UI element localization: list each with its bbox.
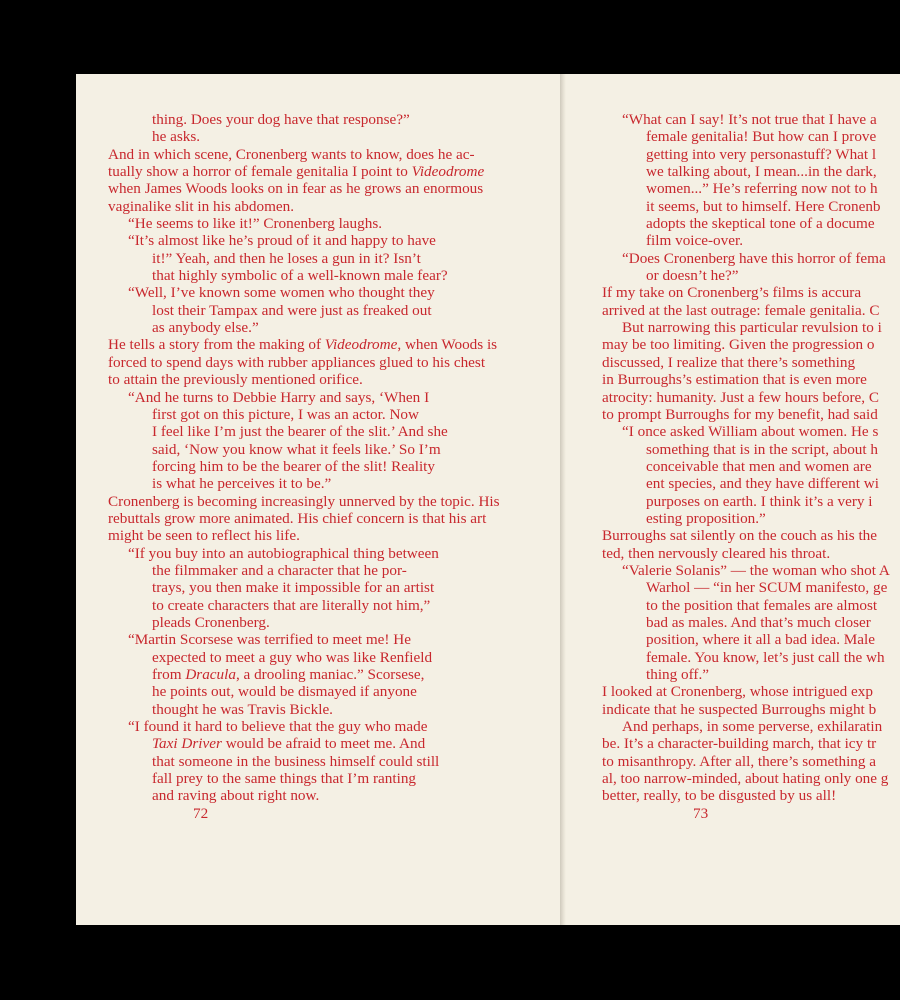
text-line: we talking about, I mean...in the dark, bbox=[646, 163, 877, 181]
text-line: and raving about right now. bbox=[152, 787, 320, 805]
text-line: esting proposition.” bbox=[646, 509, 766, 527]
text-line: “And he turns to Debbie Harry and says, ‘When I bbox=[128, 388, 430, 406]
text-line: better, really, to be disgusted by us all! bbox=[602, 787, 837, 805]
text-line: as anybody else.” bbox=[152, 319, 259, 337]
text-line: to create characters that are literally not him,” bbox=[152, 596, 431, 614]
text-line: it!” Yeah, and then he loses a gun in it? Isn’t bbox=[152, 249, 421, 267]
left-page-body-text bbox=[108, 111, 525, 805]
text-line: female genitalia! But how can I prove bbox=[646, 128, 877, 146]
text-line: said, ‘Now you know what it feels like.’ So I’m bbox=[152, 440, 441, 458]
text-line: women...” He’s referring now not to h bbox=[646, 180, 878, 198]
text-line: I looked at Cronenberg, whose intrigued exp bbox=[602, 683, 873, 701]
text-line: that highly symbolic of a well-known male fear? bbox=[152, 267, 448, 285]
text-line: forced to spend days with rubber appliances glued to his chest bbox=[108, 353, 486, 371]
text-line: from Dracula, a drooling maniac.” Scorsese, bbox=[152, 666, 425, 683]
right-page-body-text bbox=[602, 111, 900, 805]
text-line: is what he perceives it to be.” bbox=[152, 475, 332, 493]
text-line: Warhol — “in her SCUM manifesto, ge bbox=[646, 579, 888, 597]
text-line: Taxi Driver would be afraid to meet me. And bbox=[152, 735, 426, 753]
text-line: discussed, I realize that there’s something bbox=[602, 353, 856, 371]
text-line: atrocity: humanity. Just a few hours before, C bbox=[602, 388, 879, 406]
text-line: “Martin Scorsese was terrified to meet me! He bbox=[128, 631, 411, 649]
text-line: be. It’s a character-building march, that icy tr bbox=[602, 735, 877, 753]
text-line: vaginalike slit in his abdomen. bbox=[108, 197, 295, 215]
text-line: bad as males. And that’s much closer bbox=[646, 613, 871, 631]
text-line: may be too limiting. Given the progression o bbox=[602, 336, 875, 354]
left-page-number: 72 bbox=[193, 805, 209, 822]
text-line: thought he was Travis Bickle. bbox=[152, 700, 333, 718]
text-line: it seems, but to himself. Here Cronenb bbox=[646, 197, 881, 215]
text-line: to attain the previously mentioned orifice. bbox=[108, 371, 363, 389]
text-line: film voice-over. bbox=[646, 232, 743, 250]
text-line: ent species, and they have different wi bbox=[646, 475, 879, 493]
text-line: I feel like I’m just the bearer of the slit.’ And she bbox=[152, 423, 448, 441]
text-line: He tells a story from the making of Videodrome, when Woods is bbox=[108, 336, 498, 354]
text-line: “Well, I’ve known some women who thought they bbox=[128, 284, 435, 302]
text-line: ted, then nervously cleared his throat. bbox=[602, 544, 831, 562]
text-line: might be seen to reflect his life. bbox=[108, 527, 300, 545]
text-line: pleads Cronenberg. bbox=[152, 613, 270, 631]
text-line: Cronenberg is becoming increasingly unnerved by the topic. His bbox=[108, 492, 500, 510]
text-line: lost their Tampax and were just as freaked out bbox=[152, 301, 432, 319]
text-line: And perhaps, in some perverse, exhilaratin bbox=[622, 718, 883, 736]
text-line: fall prey to the same things that I’m ranting bbox=[152, 770, 417, 788]
text-line: And in which scene, Cronenberg wants to know, does he ac- bbox=[108, 145, 475, 163]
left-page bbox=[76, 74, 560, 925]
text-line: position, where it all a bad idea. Male bbox=[646, 631, 876, 649]
text-line: If my take on Cronenberg’s films is accura bbox=[602, 284, 862, 302]
text-line: adopts the skeptical tone of a docume bbox=[646, 215, 875, 233]
text-line: arrived at the last outrage: female genitalia. C bbox=[602, 301, 880, 319]
text-line: female. You know, let’s just call the wh bbox=[646, 648, 885, 666]
text-line: “He seems to like it!” Cronenberg laughs. bbox=[128, 215, 383, 233]
text-line: indicate that he suspected Burroughs might b bbox=[602, 700, 877, 718]
text-line: in Burroughs’s estimation that is even more bbox=[602, 371, 867, 389]
text-line: or doesn’t he?” bbox=[646, 267, 739, 285]
text-line: “It’s almost like he’s proud of it and happy to have bbox=[128, 232, 436, 250]
right-page-number: 73 bbox=[693, 805, 709, 822]
text-line: But narrowing this particular revulsion to i bbox=[622, 319, 882, 337]
text-line: “If you buy into an autobiographical thing between bbox=[128, 544, 439, 562]
text-line: thing. Does your dog have that response?” bbox=[152, 111, 410, 128]
text-line: the filmmaker and a character that he por- bbox=[152, 561, 407, 579]
text-line: that someone in the business himself could still bbox=[152, 752, 440, 770]
text-line: “What can I say! It’s not true that I have a bbox=[622, 111, 877, 128]
text-line: “I found it hard to believe that the guy who made bbox=[128, 718, 428, 736]
text-line: tually show a horror of female genitalia I point to Videodrome bbox=[108, 163, 485, 181]
text-line: thing off.” bbox=[646, 666, 709, 683]
text-line: “Valerie Solanis” — the woman who shot A bbox=[622, 561, 890, 579]
text-line: when James Woods looks on in fear as he grows an enormous bbox=[108, 180, 484, 198]
text-line: first got on this picture, I was an actor. Now bbox=[152, 405, 419, 423]
text-line: Burroughs sat silently on the couch as his the bbox=[602, 527, 878, 545]
text-line: forcing him to be the bearer of the slit! Reality bbox=[152, 457, 435, 475]
text-line: he asks. bbox=[152, 128, 201, 146]
text-line: “Does Cronenberg have this horror of fema bbox=[622, 249, 886, 267]
text-line: to prompt Burroughs for my benefit, had said bbox=[602, 405, 878, 423]
text-line: he points out, would be dismayed if anyone bbox=[152, 683, 417, 701]
text-line: al, too narrow-minded, about hating only one g bbox=[602, 770, 889, 788]
text-line: purposes on earth. I think it’s a very i bbox=[646, 492, 873, 510]
text-line: to the position that females are almost bbox=[646, 596, 878, 614]
text-line: conceivable that men and women are bbox=[646, 457, 872, 475]
text-line: trays, you then make it impossible for an artist bbox=[152, 579, 435, 597]
text-line: expected to meet a guy who was like Renfield bbox=[152, 648, 433, 666]
text-line: getting into very personastuff? What l bbox=[646, 145, 877, 163]
right-page bbox=[566, 74, 900, 925]
text-line: “I once asked William about women. He s bbox=[622, 423, 879, 441]
text-line: rebuttals grow more animated. His chief concern is that his art bbox=[108, 509, 487, 527]
text-line: to misanthropy. After all, there’s something a bbox=[602, 752, 877, 770]
text-line: something that is in the script, about h bbox=[646, 440, 879, 458]
